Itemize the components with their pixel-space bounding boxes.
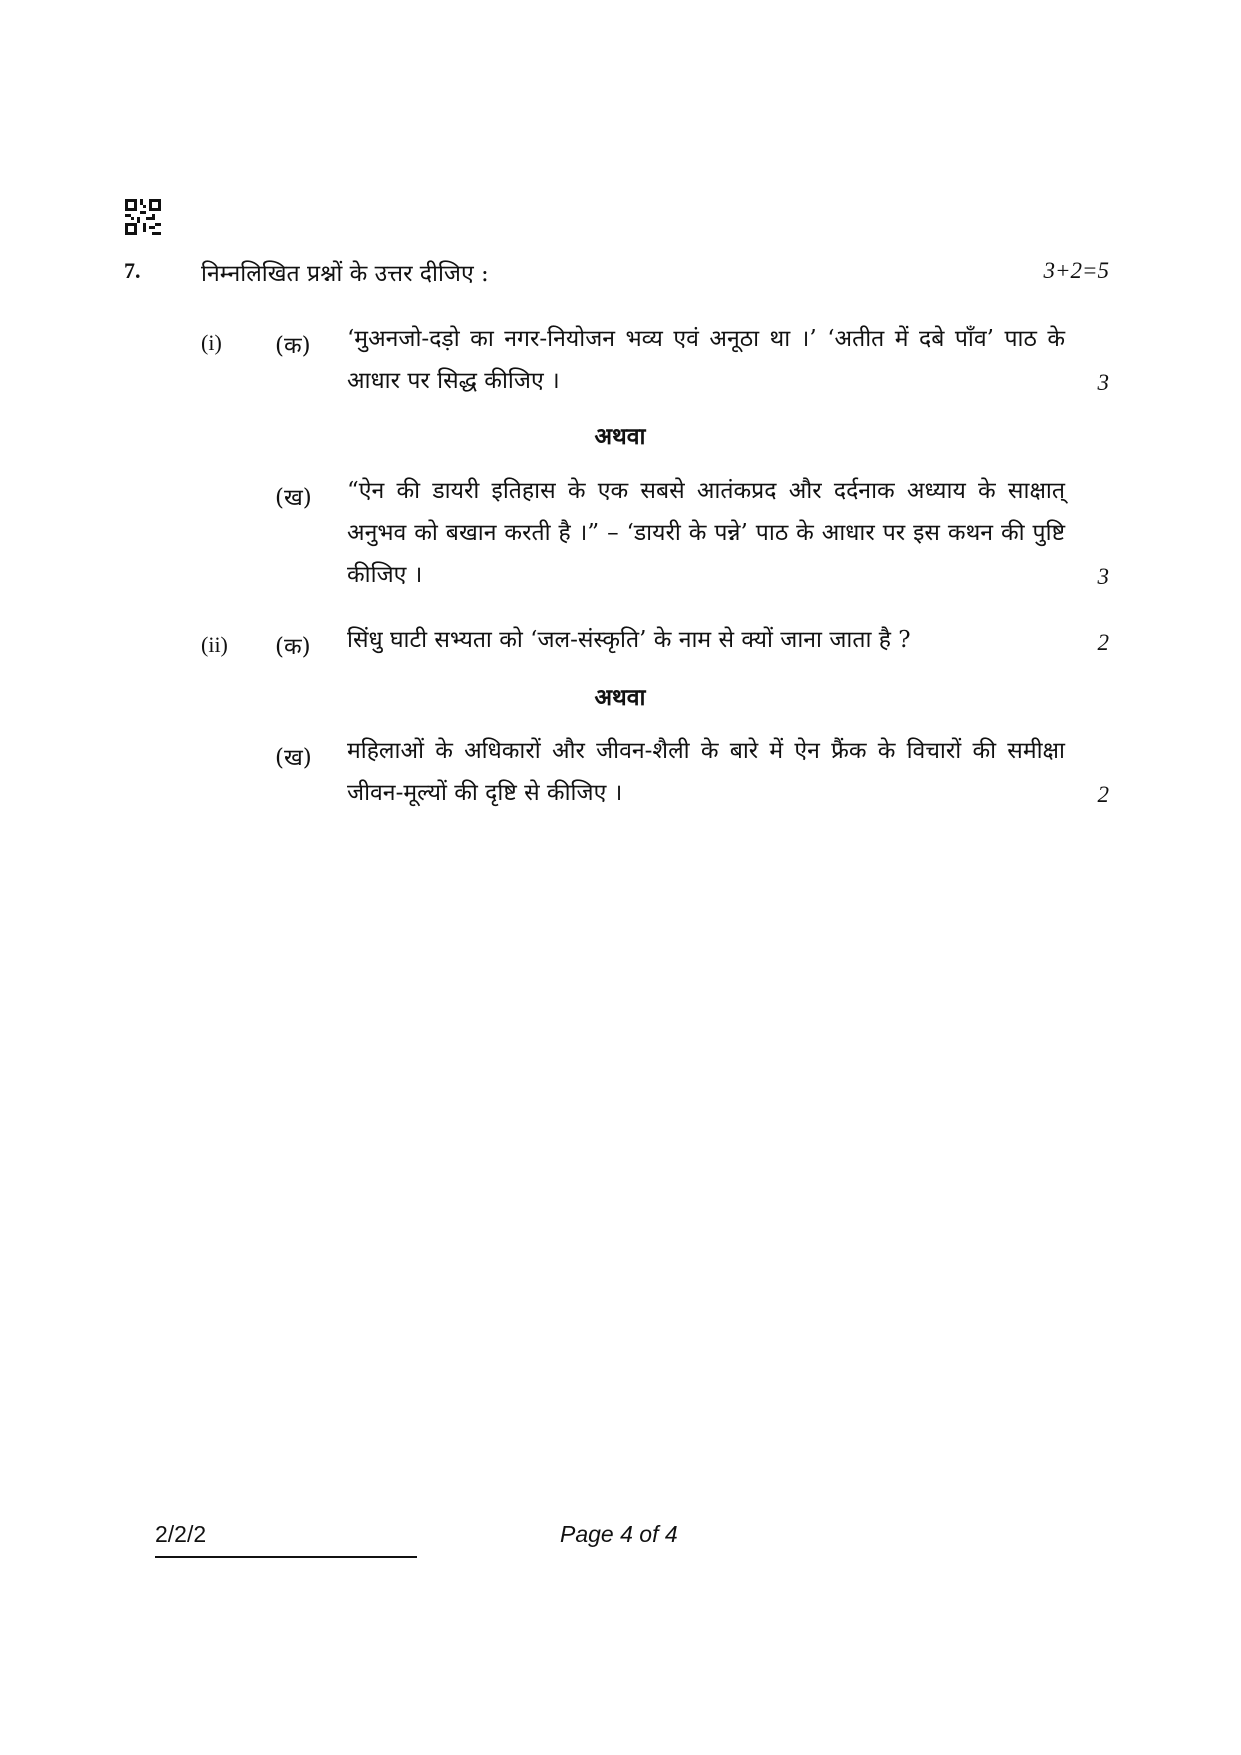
part-i-b-label: (ख) [275, 485, 312, 511]
part-ii-b-text: महिलाओं के अधिकारों और जीवन-शैली के बारे में ऐन फ्रैंक के विचारों की समीक्षा जीवन-मूल्यों की दृष्टि से कीजिए । [347, 738, 1065, 806]
part-ii-b-label: (ख) [275, 745, 312, 771]
part-i-b-marks: 3 [1097, 564, 1109, 589]
part-ii-a-marks: 2 [1097, 630, 1109, 655]
part-i-or-heading: अथवा [594, 423, 646, 450]
footer-rule [155, 1556, 417, 1558]
part-i-a-label: (क) [275, 333, 311, 359]
qr-code-icon [125, 199, 161, 235]
part-i-label: (i) [201, 330, 222, 355]
question-total-marks: 3+2=5 [1043, 258, 1109, 283]
part-ii-b-marks: 2 [1097, 782, 1109, 807]
part-i-a-text: ‘मुअनजो-दड़ो का नगर-नियोजन भव्य एवं अनूठा था ।’ ‘अतीत में दबे पाँव’ पाठ के आधार पर सिद्ध कीजिए । [347, 326, 1065, 394]
part-ii-label: (ii) [201, 632, 228, 657]
paper-code: 2/2/2 [155, 1521, 207, 1547]
question-prompt: निम्नलिखित प्रश्नों के उत्तर दीजिए : [201, 261, 489, 287]
part-i-b-text: “ऐन की डायरी इतिहास के एक सबसे आतंकप्रद और दर्दनाक अध्याय के साक्षात् अनुभव को बखान करती है ।” – ‘डायरी के पन्ने’ पाठ के आधार पर इस कथन की पुष्टि कीजिए । [347, 478, 1065, 588]
question-number: 7. [124, 258, 141, 283]
part-ii-or-heading: अथवा [594, 684, 646, 711]
part-i-a-marks: 3 [1097, 370, 1109, 395]
part-ii-a-label: (क) [275, 634, 311, 660]
page-number: Page 4 of 4 [560, 1521, 678, 1547]
part-ii-a-text: सिंधु घाटी सभ्यता को ‘जल-संस्कृति’ के नाम से क्यों जाना जाता है ? [347, 627, 911, 653]
